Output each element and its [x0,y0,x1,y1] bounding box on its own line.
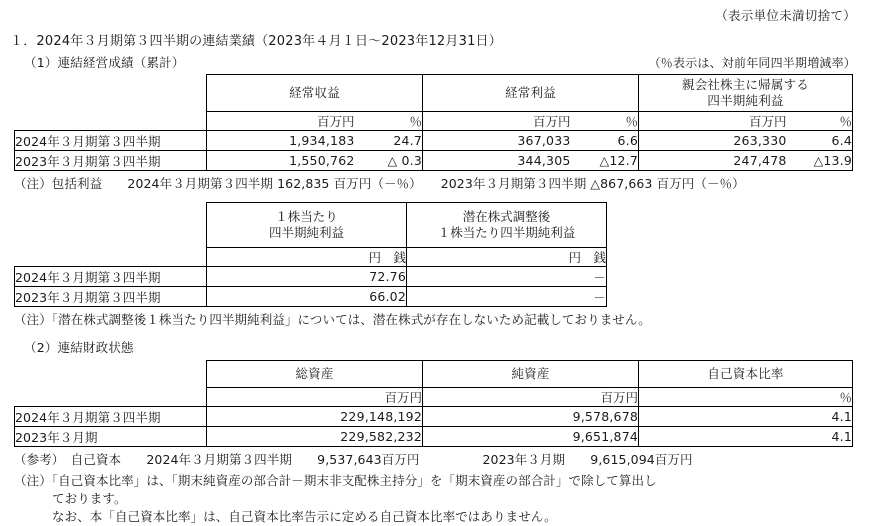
unit-net-assets-million: 百万円 [423,388,639,407]
cell-diluted-eps-2023: － [407,287,607,307]
table-row [15,151,853,171]
header-net-income-line2: 四半期純利益 [707,93,784,108]
cell-revenue-2024: 1,934,183 [207,131,355,151]
table-units-row [15,112,853,131]
subsection-2-label: （2）連結財政状態 [24,340,134,355]
fp-units-row [15,388,853,407]
cell-equity-ratio-2024: 4.1 [639,407,853,427]
cell-profit-pct-2024: 6.6 [571,131,639,151]
cell-profit-2024: 367,033 [423,131,571,151]
cell-net-pct-2023: △13.9 [787,151,853,171]
header-diluted-eps [407,203,607,248]
header-eps-line1: １株当たり [275,208,338,224]
header-net-income-line1: 親会社株主に帰属する [682,77,810,93]
consolidated-results-table [14,74,853,171]
cell-diluted-eps-2024: － [407,267,607,287]
section-1-number: １． [10,34,37,49]
cell-revenue-2023: 1,550,762 [207,151,355,171]
unit-total-assets-million: 百万円 [207,388,423,407]
unit-profit-percent: ％ [571,112,639,131]
cell-net-pct-2024: 6.4 [787,131,853,151]
subsection-1-label: （1）連結経営成績（累計） [24,55,185,70]
header-ordinary-profit: 経常利益 [423,75,639,112]
header-diluted-eps-line1: 潜在株式調整後 [462,208,551,224]
fp-header-row [15,361,853,388]
cell-eps-2024: 72.76 [207,267,407,287]
table-row [15,267,853,287]
cell-total-assets-2024: 229,148,192 [207,407,423,427]
eps-header-row [15,203,853,248]
header-equity-ratio: 自己資本比率 [639,361,853,388]
eps-table [14,202,853,307]
eps-row-right-empty [607,267,853,287]
subsection-1-header-row [10,53,860,71]
equity-reference-note: （参考） 自己資本 2024年３月期第３四半期 9,537,643百万円 2023年３月期 9,615,094百万円 [14,452,693,467]
cell-net-2024: 263,330 [639,131,787,151]
comprehensive-income-note: （注）包括利益 2024年３月期第３四半期 162,835 百万円（－％） 2023年３月期第３四半期 △867,663 百万円（－％） [14,176,745,191]
eps-header-empty-cell [15,203,207,248]
unit-diluted-eps-yen: 円 銭 [407,248,607,267]
equity-ratio-footnote-line3: なお、本「自己資本比率」は、自己資本比率告示に定める自己資本比率ではありません。 [52,509,557,525]
header-ordinary-revenue: 経常収益 [207,75,423,112]
row-label-fy2023q3: 2023年３月期第３四半期 [15,151,207,171]
header-empty-cell [15,75,207,112]
cell-total-assets-2023: 229,582,232 [207,427,423,447]
header-eps-line2: 四半期純利益 [268,225,344,240]
table-row [15,287,853,307]
cell-profit-pct-2023: △12.7 [571,151,639,171]
display-unit-note: （表示単位未満切捨て） [715,8,856,23]
equity-ratio-footnote-line2: ております。 [52,491,127,507]
eps-units-right-empty [607,248,853,267]
diluted-eps-note: （注）「潜在株式調整後１株当たり四半期純利益」については、潜在株式が存在しないため記載しておりません。 [14,312,651,327]
table-row [15,131,853,151]
header-diluted-eps-line2: １株当たり四半期純利益 [437,225,576,240]
cell-revenue-pct-2024: 24.7 [355,131,423,151]
cell-net-assets-2023: 9,651,874 [423,427,639,447]
table-header-row [15,75,853,112]
cell-eps-2023: 66.02 [207,287,407,307]
header-net-income [639,75,853,112]
percent-display-note: （％表示は、対前年同四半期増減率） [648,56,856,70]
cell-net-assets-2024: 9,578,678 [423,407,639,427]
table-row [15,407,853,427]
fp-header-empty-cell [15,361,207,388]
unit-equity-ratio-percent: ％ [639,388,853,407]
unit-revenue-million: 百万円 [207,112,355,131]
section-1-heading: 2024年３月期第３四半期の連結業績（2023年４月１日～2023年12月31日） [36,34,502,49]
header-net-assets: 純資産 [423,361,639,388]
table-row [15,427,853,447]
eps-row-right-empty [607,287,853,307]
header-eps [207,203,407,248]
eps-units-row [15,248,853,267]
row-label-fy2024q3: 2024年３月期第３四半期 [15,131,207,151]
eps-header-right-empty [607,203,853,248]
cell-profit-2023: 344,305 [423,151,571,171]
fp-row-label-fy2024q3: 2024年３月期第３四半期 [15,407,207,427]
unit-revenue-percent: ％ [355,112,423,131]
unit-net-percent: ％ [787,112,853,131]
equity-ratio-footnote-line1: （注）「自己資本比率」は、「期末純資産の部合計－期末非支配株主持分」を「期末資産の部合計」で除して算出し [14,473,657,488]
eps-row-label-fy2024q3: 2024年３月期第３四半期 [15,267,207,287]
equity-ratio-footnote [14,472,860,526]
eps-units-empty-cell [15,248,207,267]
section-1-title [10,30,860,49]
cell-equity-ratio-2023: 4.1 [639,427,853,447]
financial-position-table [14,360,853,447]
header-total-assets: 総資産 [207,361,423,388]
cell-net-2023: 247,478 [639,151,787,171]
unit-eps-yen: 円 銭 [207,248,407,267]
unit-profit-million: 百万円 [423,112,571,131]
fp-row-label-fy2023: 2023年３月期 [15,427,207,447]
cell-revenue-pct-2023: △ 0.3 [355,151,423,171]
fp-units-empty-cell [15,388,207,407]
unit-net-million: 百万円 [639,112,787,131]
eps-row-label-fy2023q3: 2023年３月期第３四半期 [15,287,207,307]
units-empty-cell [15,112,207,131]
